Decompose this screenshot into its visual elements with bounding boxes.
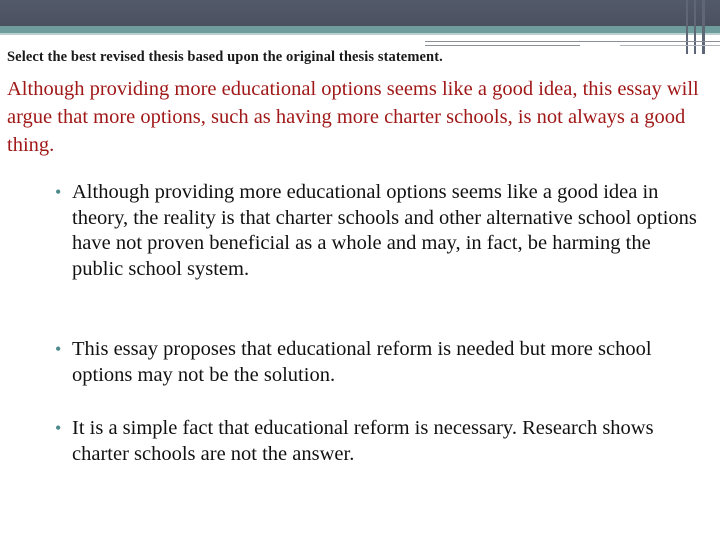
thesis-option-3[interactable] — [55, 416, 697, 467]
bullet-icon: • — [55, 339, 62, 359]
slide-header-bar — [0, 0, 720, 26]
thesis-option-2[interactable] — [55, 337, 697, 388]
header-accent-strip — [0, 26, 720, 33]
bullet-icon: • — [55, 418, 62, 438]
thesis-option-text: This essay proposes that educational reform is needed but more school options may not be the solution. — [72, 338, 652, 386]
header-accent-strip-thin — [0, 33, 720, 35]
header-rule-3 — [620, 45, 720, 46]
thesis-option-text: It is a simple fact that educational reform is necessary. Research shows charter schools are not the answer. — [72, 417, 654, 465]
bullet-icon: • — [55, 182, 62, 202]
slide-title: Select the best revised thesis based upon the original thesis statement. — [7, 49, 443, 65]
thesis-option-1[interactable] — [55, 180, 697, 282]
original-thesis-statement: Although providing more educational options seems like a good idea, this essay will argue that more options, such as having more charter schools, is not always a good thing. — [7, 78, 699, 156]
thesis-option-text: Although providing more educational options seems like a good idea in theory, the reality is that charter schools and other alternative school options have not proven beneficial as a whole and may, in fact, be harming the public school system. — [72, 181, 697, 280]
header-rule-1 — [425, 41, 720, 42]
header-rule-2 — [425, 45, 580, 46]
